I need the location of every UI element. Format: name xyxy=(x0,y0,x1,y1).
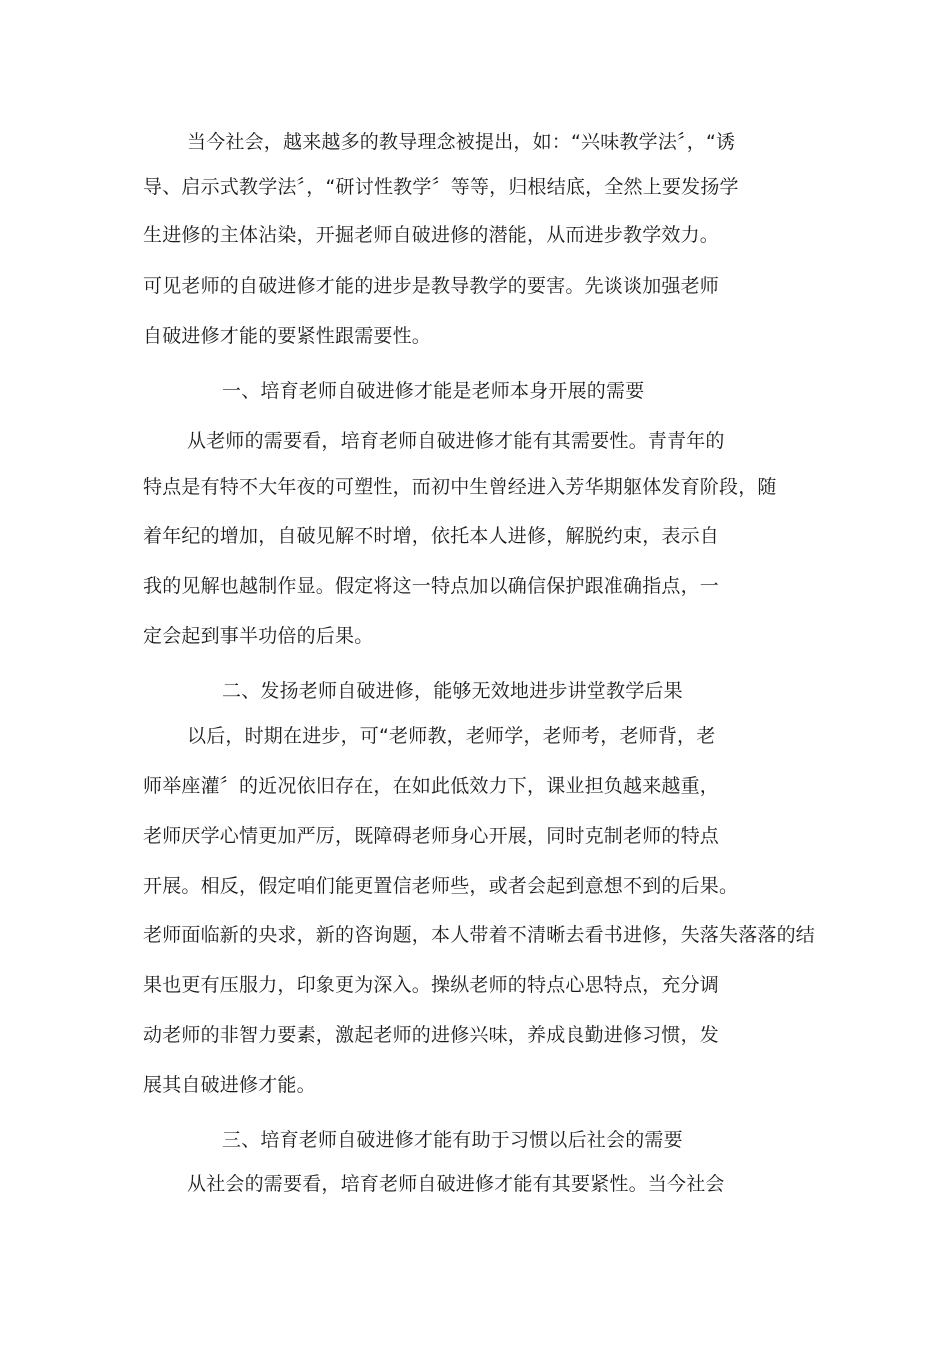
paragraph-2-line-5: 定会起到事半功倍的后果。 xyxy=(143,625,374,647)
paragraph-2-line-1: 从老师的需要看，培育老师自破进修才能有其需要性。青青年的 xyxy=(187,430,725,452)
paragraph-3-line-1: 以后，时期在进步，可“老师教，老师学，老师考，老师背，老 xyxy=(187,725,716,747)
paragraph-3-line-5: 老师面临新的央求，新的咨询题，本人带着不清晰去看书进修，失落失落落的结 xyxy=(143,924,816,946)
paragraph-2-line-3: 着年纪的增加，自破见解不时增，依托本人进修，解脱约束，表示自 xyxy=(143,525,720,547)
section-heading-2: 二、发扬老师自破进修，能够无效地进步讲堂教学后果 xyxy=(222,680,683,702)
paragraph-2-line-4: 我的见解也越制作显。假定将这一特点加以确信保护跟准确指点，一 xyxy=(143,575,720,597)
paragraph-3-line-2: 师举座灌〞的近况依旧存在，在如此低效力下，课业担负越来越重， xyxy=(143,775,720,797)
paragraph-3-line-4: 开展。相反，假定咱们能更置信老师些，或者会起到意想不到的后果。 xyxy=(143,875,739,897)
section-heading-1: 一、培育老师自破进修才能是老师本身开展的需要 xyxy=(222,380,645,402)
paragraph-4-line-1: 从社会的需要看，培育老师自破进修才能有其要紧性。当今社会 xyxy=(187,1173,725,1195)
paragraph-1-line-2: 导、启示式教学法〞，“研讨性教学〞等等，归根结底，全然上要发扬学 xyxy=(143,176,739,198)
paragraph-3-line-8: 展其自破进修才能。 xyxy=(143,1074,316,1096)
paragraph-3-line-6: 果也更有压服力，印象更为深入。操纵老师的特点心思特点，充分调 xyxy=(143,974,720,996)
section-heading-3: 三、培育老师自破进修才能有助于习惯以后社会的需要 xyxy=(222,1129,683,1151)
paragraph-1-line-4: 可见老师的自破进修才能的进步是教导教学的要害。先谈谈加强老师 xyxy=(143,275,720,297)
paragraph-3-line-3: 老师厌学心情更加严厉，既障碍老师身心开展，同时克制老师的特点 xyxy=(143,825,720,847)
paragraph-1-line-1: 当今社会，越来越多的教导理念被提出，如：“兴味教学法〞，“诱 xyxy=(187,131,736,153)
paragraph-3-line-7: 动老师的非智力要素，激起老师的进修兴味，养成良勤进修习惯，发 xyxy=(143,1024,720,1046)
paragraph-1-line-5: 自破进修才能的要紧性跟需要性。 xyxy=(143,325,432,347)
paragraph-1-line-3: 生进修的主体沾染，开掘老师自破进修的潜能，从而进步教学效力。 xyxy=(143,224,720,246)
paragraph-2-line-2: 特点是有特不大年夜的可塑性，而初中生曾经进入芳华期躯体发育阶段，随 xyxy=(143,476,777,498)
